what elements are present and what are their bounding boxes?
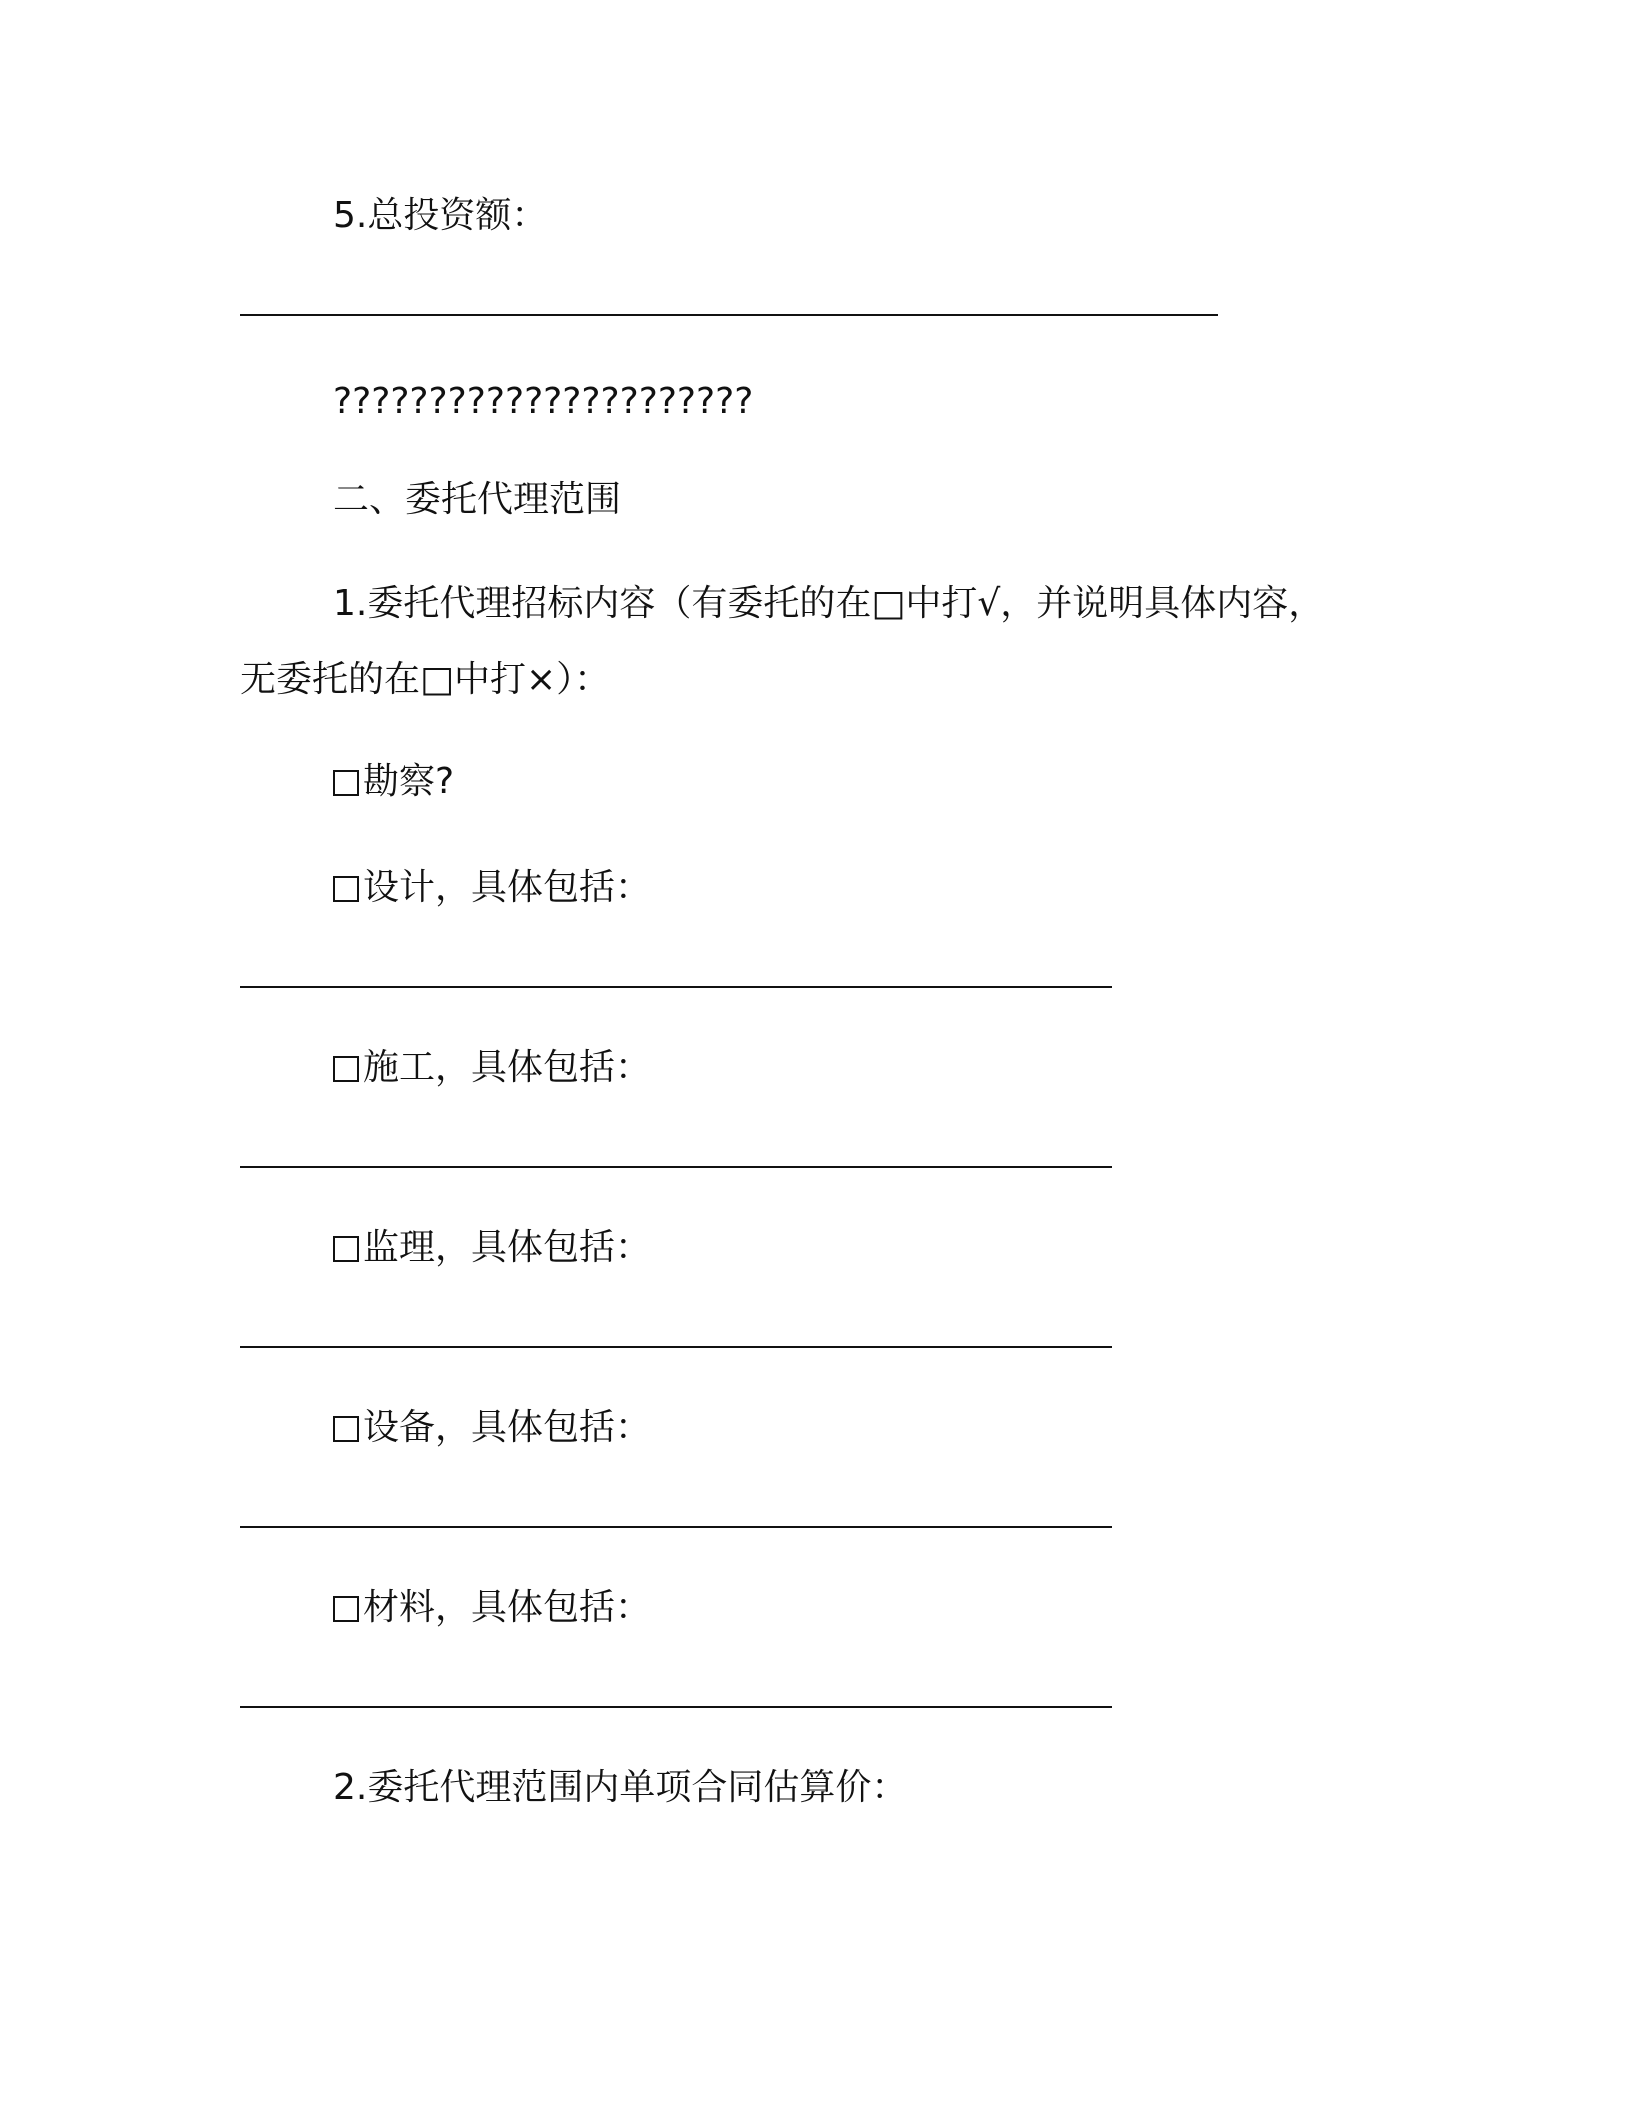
item-2-contract-estimate-label: 2.委托代理范围内单项合同估算价：: [333, 1767, 908, 1808]
construction-blank-line[interactable]: [240, 1166, 1112, 1168]
equipment-checkbox[interactable]: [333, 1416, 359, 1442]
design-blank-line[interactable]: [240, 986, 1112, 988]
equipment-blank-line[interactable]: [240, 1526, 1112, 1528]
option-materials: [333, 1586, 651, 1630]
option-construction-label: 施工，具体包括：: [363, 1047, 652, 1088]
option-survey-label: 勘察?: [363, 761, 455, 802]
design-checkbox[interactable]: [333, 876, 359, 902]
supervision-blank-line[interactable]: [240, 1346, 1112, 1348]
survey-checkbox[interactable]: [333, 770, 359, 796]
section-heading-scope: 二、委托代理范围: [333, 479, 622, 520]
materials-blank-line[interactable]: [240, 1706, 1112, 1708]
placeholder-question-marks: ??????????????????????: [333, 381, 754, 422]
construction-checkbox[interactable]: [333, 1056, 359, 1082]
option-supervision-label: 监理，具体包括：: [363, 1227, 652, 1268]
option-design: [333, 866, 651, 910]
option-construction: [333, 1046, 651, 1090]
option-equipment: [333, 1406, 651, 1450]
option-equipment-label: 设备，具体包括：: [363, 1407, 652, 1448]
option-design-label: 设计，具体包括：: [363, 867, 652, 908]
option-supervision: [333, 1226, 651, 1270]
total-investment-label: 5.总投资额：: [333, 195, 548, 236]
materials-checkbox[interactable]: [333, 1596, 359, 1622]
option-survey: [333, 760, 454, 804]
option-materials-label: 材料，具体包括：: [363, 1587, 652, 1628]
total-investment-blank-line[interactable]: [240, 314, 1218, 316]
item-1-instruction-line-2: 无委托的在□中打×）：: [240, 659, 611, 700]
supervision-checkbox[interactable]: [333, 1236, 359, 1262]
item-1-instruction-line-1: 1.委托代理招标内容（有委托的在□中打√，并说明具体内容，: [333, 583, 1325, 624]
